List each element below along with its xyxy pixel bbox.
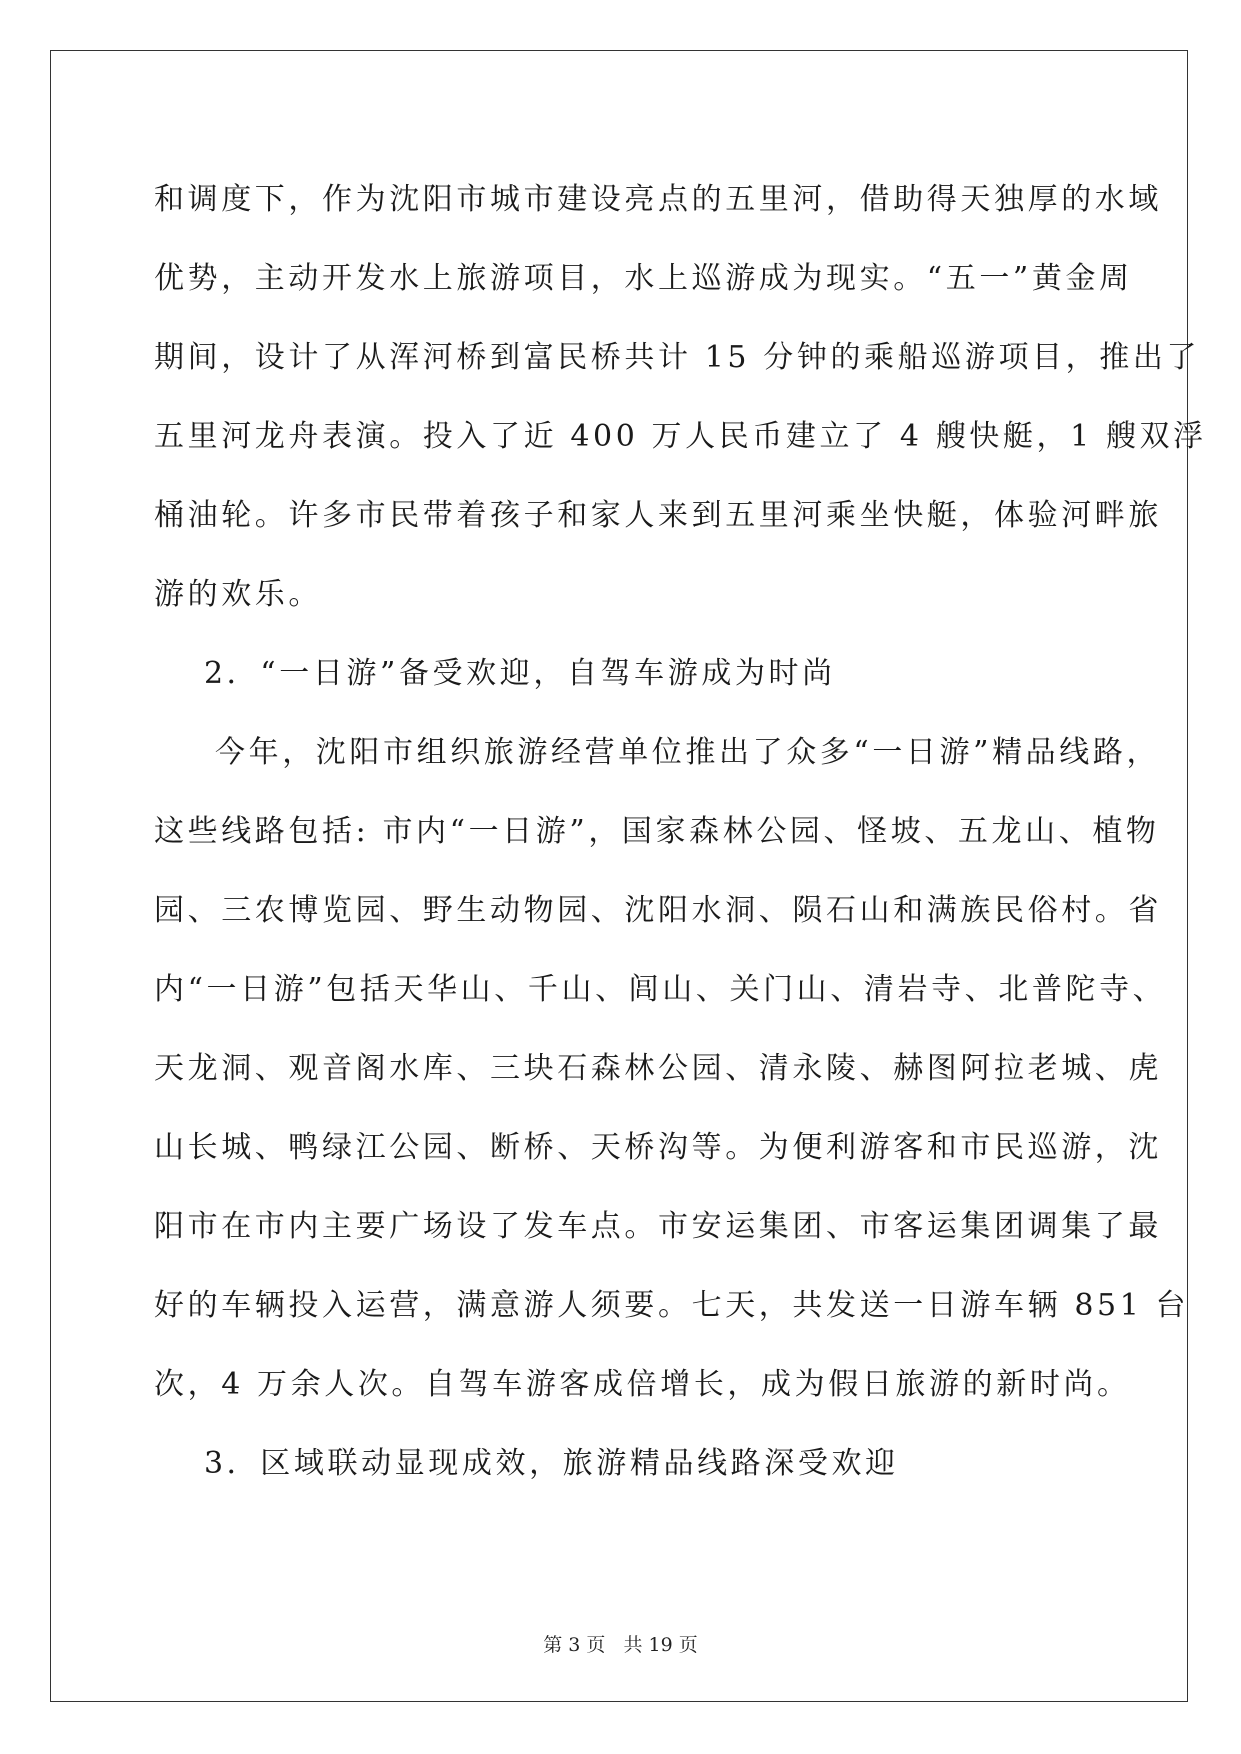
page-number: 第 3 页 xyxy=(543,1634,606,1656)
text-line: 好的车辆投入运营，满意游人须要。七天，共发送一日游车辆 851 台 xyxy=(154,1288,1190,1323)
text-line: 五里河龙舟表演。投入了近 400 万人民币建立了 4 艘快艇，1 艘双浮 xyxy=(154,419,1207,454)
text-line: 优势，主动开发水上旅游项目，水上巡游成为现实。“五一”黄金周 xyxy=(154,261,1133,296)
heading-text: 2．“一日游”备受欢迎，自驾车游成为时尚 xyxy=(204,656,836,691)
text-line: 期间，设计了从浑河桥到富民桥共计 15 分钟的乘船巡游项目，推出了 xyxy=(154,340,1201,375)
paragraph-body xyxy=(154,713,1190,1424)
paragraph-continuation xyxy=(154,160,1207,634)
text-line: 这些线路包括: 市内“一日游”，国家森林公园、怪坡、五龙山、植物 xyxy=(154,814,1160,849)
page-total: 共 19 页 xyxy=(623,1634,698,1656)
text-line: 山长城、鸭绿江公园、断桥、天桥沟等。为便利游客和市民巡游，沈 xyxy=(154,1130,1162,1165)
text-line: 阳市在市内主要广场设了发车点。市安运集团、市客运集团调集了最 xyxy=(154,1209,1162,1244)
text-line: 今年，沈阳市组织旅游经营单位推出了众多“一日游”精品线路， xyxy=(215,735,1161,770)
text-line: 内“一日游”包括天华山、千山、闾山、关门山、清岩寺、北普陀寺、 xyxy=(154,972,1167,1007)
page-footer xyxy=(0,1633,1241,1657)
section-heading-3 xyxy=(154,1424,1089,1503)
text-line: 桶油轮。许多市民带着孩子和家人来到五里河乘坐快艇，体验河畔旅 xyxy=(154,498,1162,533)
text-line: 和调度下，作为沈阳市城市建设亮点的五里河，借助得天独厚的水域 xyxy=(154,182,1162,217)
heading-text: 3．区域联动显现成效，旅游精品线路深受欢迎 xyxy=(204,1446,899,1481)
document-body xyxy=(154,160,1207,1503)
text-line: 游的欢乐。 xyxy=(154,577,322,612)
text-line: 天龙洞、观音阁水库、三块石森林公园、清永陵、赫图阿拉老城、虎 xyxy=(154,1051,1162,1086)
section-heading-2 xyxy=(154,634,1089,713)
text-line: 园、三农博览园、野生动物园、沈阳水洞、陨石山和满族民俗村。省 xyxy=(154,893,1162,928)
text-line: 次，4 万余人次。自驾车游客成倍增长，成为假日旅游的新时尚。 xyxy=(154,1367,1131,1402)
